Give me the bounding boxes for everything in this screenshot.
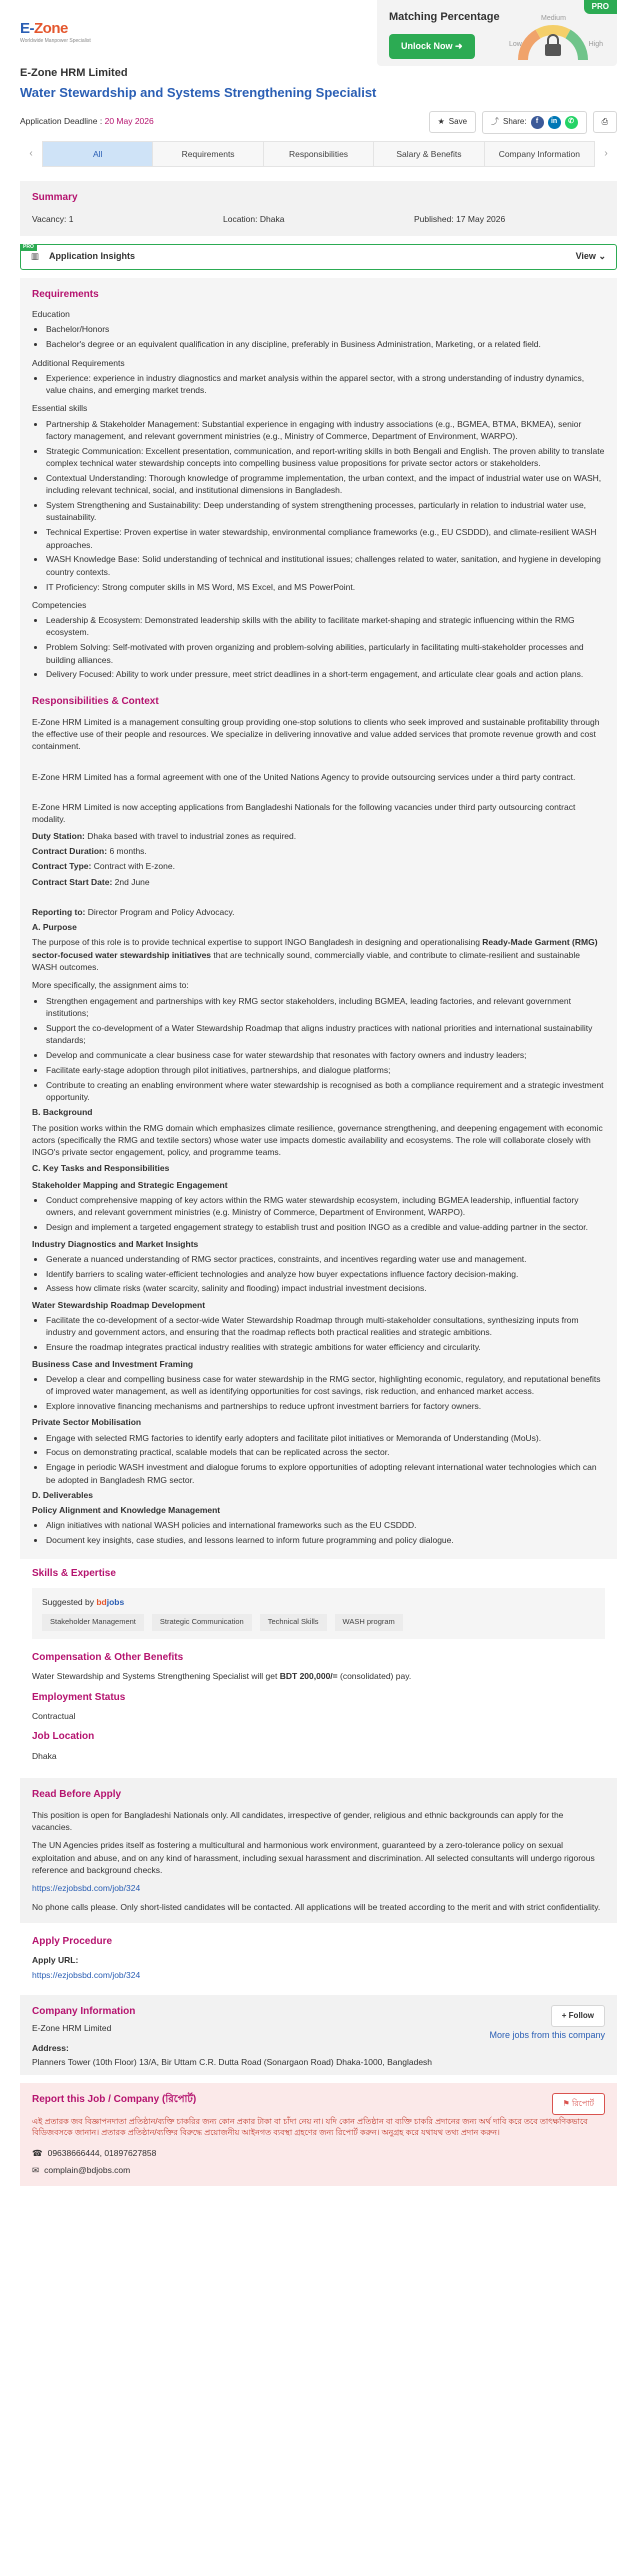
- chevron-left-icon[interactable]: ‹: [29, 147, 33, 159]
- deadline-label: Application Deadline :: [20, 115, 105, 126]
- report-title: Report this Job / Company (রিপোর্ট): [32, 2094, 197, 2106]
- list-item: • Engage in periodic WASH investment and dialogue forums to explore opportunities of adopting relevant international water technologies which can be adopted in Bangladesh RMG sector.: [46, 1461, 605, 1486]
- tab-responsibilities[interactable]: Responsibilities: [264, 141, 374, 167]
- list-item: • Contribute to creating an enabling environment where water stewardship is recognised as both a compliance requirement and a strategic investment opportunity.: [46, 1079, 605, 1104]
- company-info-title: Company Information: [32, 2006, 136, 2018]
- bdjobs-logo-jobs: jobs: [106, 1596, 125, 1607]
- location-label: Location:: [223, 214, 258, 225]
- task-list: [32, 1314, 605, 1353]
- insights-view[interactable]: [576, 250, 606, 263]
- deliverables-list: [32, 1519, 605, 1546]
- employment-title: Employment Status: [32, 1691, 126, 1703]
- phone-icon: ☎: [32, 2147, 43, 2158]
- reporting-to: [32, 906, 605, 918]
- save-label: Save: [448, 117, 468, 127]
- print-button[interactable]: [593, 111, 617, 133]
- follow-label: Follow: [568, 2011, 594, 2021]
- share-group: [482, 111, 587, 134]
- location: [223, 213, 414, 225]
- print-icon: ⎙: [601, 117, 608, 127]
- education-list: [32, 323, 605, 350]
- requirements-section: [20, 278, 617, 1560]
- unlock-now-button[interactable]: [389, 34, 475, 59]
- skills-title: Skills & Expertise: [32, 1568, 116, 1580]
- top-bar: [20, 0, 617, 66]
- compensation-amount: BDT 200,000/=: [279, 1671, 338, 1682]
- address-label: Address:: [32, 2042, 69, 2053]
- list-item: • Delivery Focused: Ability to work under pressure, meet strict deadlines in a short-term engagement, and articulate clear goals and action plans.: [46, 668, 605, 680]
- apply-link[interactable]: https://ezjobsbd.com/job/324: [32, 1883, 141, 1894]
- location-value: Dhaka: [32, 1750, 57, 1761]
- follow-button[interactable]: [551, 2005, 605, 2027]
- deliverables-heading: D. Deliverables: [32, 1489, 93, 1500]
- competencies-label: Competencies: [32, 599, 87, 610]
- gauge-low-label: Low: [509, 41, 522, 48]
- apply-procedure-section: [20, 1923, 617, 1981]
- plus-icon: +: [561, 2011, 569, 2021]
- purpose-text-2: that are technically sound, commercially viable, and contribute to climate-resilient and sustainable WASH outcomes.: [32, 949, 581, 973]
- employment-value: Contractual: [32, 1711, 76, 1722]
- summary-section: [20, 181, 617, 236]
- skill-tag[interactable]: Stakeholder Management: [42, 1614, 144, 1631]
- contract-type: [32, 860, 605, 872]
- unlock-label: Unlock Now: [401, 40, 453, 51]
- skill-tags: [42, 1614, 595, 1631]
- skill-tag[interactable]: Technical Skills: [260, 1614, 327, 1631]
- report-section: [20, 2083, 617, 2186]
- job-actions: [429, 111, 617, 134]
- paragraph: E-Zone HRM Limited is a management consulting group providing one-stop solutions to clients who seek improved and sustainable profitability through the effective use of their people and resources. We specialize in delivering innovative and value added services that promote revenue growth and cost containment.: [32, 716, 600, 752]
- duty-label: Duty Station:: [32, 830, 85, 841]
- company-logo: [20, 18, 91, 45]
- list-item: • Partnership & Stakeholder Management: Substantial experience in engaging with industry associations (e.g., BGMEA, BTMA, BKMEA), senior factory management, and relevant government ministries (e.g., Ministry of Commerce, Department of Environment, WARPO).: [46, 418, 605, 443]
- competencies-list: [32, 614, 605, 681]
- facebook-icon[interactable]: f: [531, 116, 544, 129]
- chevron-right-icon[interactable]: ›: [604, 147, 608, 159]
- duration-label: Contract Duration:: [32, 845, 108, 856]
- published: [414, 213, 605, 225]
- vacancy-value: 1: [68, 214, 74, 225]
- employment-section: [20, 1683, 617, 1723]
- compensation-title: Compensation & Other Benefits: [32, 1651, 184, 1663]
- task-list: [32, 1373, 605, 1412]
- published-label: Published:: [414, 214, 454, 225]
- flag-icon: ⚑: [562, 2099, 572, 2109]
- job-title: Water Stewardship and Systems Strengthening Specialist: [20, 84, 377, 100]
- report-text: এই প্রতারক জব বিজ্ঞাপনদাতা প্রতিষ্ঠান/ব্যক্তি চাকরির জন্য কোন প্রকার টাকা বা চাঁদা নেয় না। যদি কোন প্রতিষ্ঠান বা ব্যক্তি চাকরি প্রদানের জন্য অর্থ দাবি করে তবে তাৎক্ষণিকভাবে বিডিজবসকে জানান। প্রতারক প্রতিষ্ঠান/ব্যক্তির বিরুদ্ধে প্রয়োজনীয় আইনগত ব্যবস্থা গ্রহণের জন্য রিপোর্ট করুন। অনুগ্রহ করে যথাযথ তথ্য প্রদান করুন।: [32, 2116, 588, 2138]
- type-value: Contract with E-zone.: [91, 861, 175, 872]
- purpose-heading: A. Purpose: [32, 922, 77, 933]
- list-item: • Assess how climate risks (water scarcity, salinity and flooding) impact industrial investment decisions.: [46, 1282, 605, 1294]
- list-item: • Support the co-development of a Water Stewardship Roadmap that aligns industry practices with national priorities and international sustainability standards;: [46, 1022, 605, 1047]
- list-item: • Problem Solving: Self-motivated with proven organizing and problem-solving abilities, particularly in facilitating multi-stakeholder processes and building alliances.: [46, 641, 605, 666]
- location-section: [20, 1722, 617, 1762]
- additional-list: [32, 372, 605, 397]
- address-value: Planners Tower (10th Floor) 13/A, Bir Uttam C.R. Dutta Road (Sonargaon Road) Dhaka-1000, Bangladesh: [32, 2057, 433, 2068]
- list-item: • Engage with selected RMG factories to identify early adopters and facilitate pilot initiatives or Memoranda of Understanding (MoUs).: [46, 1432, 605, 1444]
- deadline-value: 20 May 2026: [104, 115, 154, 126]
- start-value: 2nd June: [112, 876, 150, 887]
- deliverables-label: Policy Alignment and Knowledge Management: [32, 1505, 221, 1516]
- read-before-title: Read Before Apply: [32, 1789, 122, 1801]
- list-item: • Leadership & Ecosystem: Demonstrated leadership skills with the ability to facilitate market-shaping and strategic influencing within the RMG ecosystem.: [46, 614, 605, 639]
- apply-url[interactable]: https://ezjobsbd.com/job/324: [32, 1969, 141, 1980]
- type-label: Contract Type:: [32, 861, 92, 872]
- chevron-down-icon: ⌄: [598, 251, 606, 262]
- list-item: • Ensure the roadmap integrates practical industry realities with strategic ambitions for water efficiency and circularity.: [46, 1341, 605, 1353]
- requirements-title: Requirements: [32, 288, 99, 300]
- logo-text: E-: [20, 20, 34, 37]
- duty-station: [32, 830, 605, 842]
- contract-start: [32, 876, 605, 888]
- list-item: • Develop a clear and compelling business case for water stewardship in the RMG sector, highlighting economic, regulatory, and reputational benefits of improved water management, as well as identifying opportunities for cost savings, risk reduction, and enhanced market access.: [46, 1373, 605, 1398]
- chart-icon: ▥: [31, 251, 40, 262]
- report-phone-value[interactable]: 09638666444, 01897627858: [47, 2147, 157, 2158]
- tab-all[interactable]: All: [42, 141, 153, 167]
- contract-duration: [32, 845, 605, 857]
- company-name: E-Zone HRM Limited: [20, 67, 128, 79]
- save-button[interactable]: [429, 111, 476, 133]
- deadline-row: [20, 107, 617, 137]
- purpose-text: [32, 936, 605, 973]
- suggested-label: Suggested by: [42, 1596, 94, 1607]
- reporting-value: Director Program and Policy Advocacy.: [85, 906, 235, 917]
- task-group-label: Business Case and Investment Framing: [32, 1358, 194, 1369]
- arrow-right-icon: ➜: [455, 40, 463, 51]
- report-phone: [32, 2147, 605, 2159]
- purpose-text-bold: Ready-Made Garment (RMG) sector-focused water stewardship initiatives: [32, 937, 598, 960]
- location-title: Job Location: [32, 1731, 95, 1743]
- list-item: • Generate a nuanced understanding of RMG sector practices, constraints, and incentives regarding water use and management.: [46, 1253, 605, 1265]
- list-item: • Technical Expertise: Proven expertise in water stewardship, environmental compliance frameworks (e.g., EU CSDDD), and climate-resilient WASH approaches.: [46, 526, 605, 551]
- task-list: [32, 1432, 605, 1486]
- list-item: • Strategic Communication: Excellent presentation, communication, and report-writing skills in both Bengali and English. The proven ability to translate complex technical water stewardship concepts into compelling business value propositions for private sector actors or stakeholders.: [46, 445, 605, 470]
- more-jobs-link[interactable]: More jobs from this company: [489, 2030, 605, 2041]
- published-value: 17 May 2026: [456, 214, 506, 225]
- list-item: • Strengthen engagement and partnerships with key RMG sector stakeholders, including BGMEA, leading factories, and relevant government institutions;: [46, 995, 605, 1020]
- compensation-text: [32, 1670, 605, 1682]
- paragraph: The UN Agencies prides itself as fostering a multicultural and harmonious work environment, guaranteed by a zero-tolerance policy on sexual exploitation and abuse, and on any kind of harassment, including sexual harassment and discrimination. All selected consultants will undergo rigorous reference and background checks.: [32, 1840, 595, 1875]
- logo-text-accent: Zone: [34, 20, 68, 37]
- list-item: • Bachelor's degree or an equivalent qualification in any discipline, preferably in Business Administration, Marketing, or a related field.: [46, 338, 605, 350]
- list-item: • Explore innovative financing mechanisms and partnerships to reduce upfront investment barriers for factory owners.: [46, 1400, 605, 1412]
- list-item: • Contextual Understanding: Thorough knowledge of programme implementation, the urban context, and the impact of industrial water use on WASH, including relevant technical, social, and institutional dimensions in Bangladesh.: [46, 472, 605, 497]
- start-label: Contract Start Date:: [32, 876, 113, 887]
- report-button-label: রিপোর্ট: [571, 2099, 594, 2109]
- pro-badge: PRO: [584, 0, 617, 14]
- apply-title: Apply Procedure: [32, 1935, 113, 1947]
- paragraph: E-Zone HRM Limited is now accepting applications from Bangladeshi Nationals for the following vacancies under third party outsourcing contract modality.: [32, 801, 576, 825]
- skills-box: [32, 1588, 605, 1639]
- share-label: Share:: [503, 117, 527, 127]
- whatsapp-icon[interactable]: ✆: [565, 116, 578, 129]
- apply-url-label: Apply URL:: [32, 1955, 79, 1966]
- paragraph: This position is open for Bangladeshi Nationals only. All candidates, irrespective of gender, religious and ethnic backgrounds can apply for the vacancies.: [32, 1809, 564, 1833]
- compensation-section: [20, 1639, 617, 1683]
- list-item: • Align initiatives with national WASH policies and international frameworks such as the EU CSDDD.: [46, 1519, 605, 1531]
- list-item: • Document key insights, case studies, and lessons learned to inform future programming and policy dialogue.: [46, 1534, 605, 1546]
- purpose-text-1: The purpose of this role is to provide technical expertise to support INGO Bangladesh in designing and operationalising: [32, 937, 483, 948]
- matching-title: Matching Percentage: [389, 11, 500, 23]
- skill-tag[interactable]: Strategic Communication: [152, 1614, 252, 1631]
- matching-percentage-card: [377, 0, 617, 66]
- list-item: • Identify barriers to scaling water-efficient technologies and analyze how buyer expectations influence factory decision-making.: [46, 1268, 605, 1280]
- tabs: [42, 141, 595, 167]
- paragraph: No phone calls please. Only short-listed candidates will be contacted. All applications will be treated according to the merit and with strict confidentiality.: [32, 1901, 601, 1912]
- application-deadline: [20, 115, 154, 127]
- tasks-heading: C. Key Tasks and Responsibilities: [32, 1163, 170, 1174]
- reporting-label: Reporting to:: [32, 906, 86, 917]
- vacancy: [32, 213, 223, 225]
- match-gauge: [503, 10, 603, 62]
- gauge-medium-label: Medium: [541, 15, 566, 22]
- list-item: • IT Proficiency: Strong computer skills in MS Word, MS Excel, and MS PowerPoint.: [46, 581, 605, 593]
- suggested-by: [42, 1596, 595, 1608]
- duty-value: Dhaka based with travel to industrial zones as required.: [84, 830, 297, 841]
- summary-title: Summary: [32, 191, 78, 203]
- star-icon: ★: [437, 117, 445, 127]
- logo-subtitle: Worldwide Manpower Specialist: [20, 37, 91, 44]
- insights-view-label: View: [575, 251, 596, 262]
- email-icon: ✉: [32, 2165, 40, 2176]
- list-item: • WASH Knowledge Base: Solid understanding of technical and institutional issues; challenges related to water, sanitation, and hygiene in developing country contexts.: [46, 553, 605, 578]
- paragraph: E-Zone HRM Limited has a formal agreement with one of the United Nations Agency to provide outsourcing services under a third party contract.: [32, 771, 576, 782]
- summary-row: [32, 213, 605, 225]
- skills-section: [20, 1559, 617, 1639]
- company-info-name: E-Zone HRM Limited: [32, 2022, 112, 2033]
- list-item: • Develop and communicate a clear business case for water stewardship that resonates with factory owners and industry leaders;: [46, 1049, 605, 1061]
- list-item: • Facilitate early-stage adoption through pilot initiatives, partnerships, and dialogue platforms;: [46, 1064, 605, 1076]
- list-item: • Experience: experience in industry diagnostics and market analysis within the apparel sector, with a strong understanding of industry dynamics, value chains, and emerging market trends.: [46, 372, 605, 397]
- insights-pro-badge: PRO: [20, 244, 37, 251]
- vacancy-label: Vacancy:: [32, 214, 67, 225]
- report-email-value[interactable]: complain@bdjobs.com: [44, 2165, 131, 2176]
- aims-intro: More specifically, the assignment aims to:: [32, 980, 189, 991]
- bdjobs-logo-bd: bd: [96, 1596, 107, 1607]
- report-email: [32, 2164, 605, 2176]
- list-item: • Focus on demonstrating practical, scalable models that can be replicated across the sector.: [46, 1446, 605, 1458]
- task-group-label: Industry Diagnostics and Market Insights: [32, 1238, 199, 1249]
- linkedin-icon[interactable]: in: [548, 116, 561, 129]
- report-button[interactable]: [552, 2093, 605, 2115]
- company-information-section: [20, 1995, 617, 2075]
- list-item: • System Strengthening and Sustainability: Deep understanding of system strengthening processes, particularly in relation to industrial water use, sustainability.: [46, 499, 605, 524]
- responsibilities-title: Responsibilities & Context: [32, 696, 159, 708]
- location-value: Dhaka: [259, 214, 285, 225]
- skills-label: Essential skills: [32, 403, 88, 414]
- list-item: • Bachelor/Honors: [46, 323, 605, 335]
- tab-company-information[interactable]: Company Information: [485, 141, 595, 167]
- skills-list: [32, 418, 605, 593]
- tab-requirements[interactable]: Requirements: [153, 141, 263, 167]
- insights-label: Application Insights: [49, 251, 136, 262]
- compensation-text-2: (consolidated) pay.: [337, 1671, 412, 1682]
- tab-salary-benefits[interactable]: Salary & Benefits: [374, 141, 484, 167]
- duration-value: 6 months.: [107, 845, 147, 856]
- education-label: Education: [32, 309, 70, 320]
- gauge-high-label: High: [588, 41, 603, 48]
- task-list: [32, 1194, 605, 1233]
- read-before-apply-section: [20, 1778, 617, 1923]
- bdjobs-logo: [96, 1597, 124, 1607]
- background-heading: B. Background: [32, 1107, 93, 1118]
- compensation-text-1: Water Stewardship and Systems Strengthening Specialist will get: [32, 1671, 280, 1682]
- application-insights-toggle[interactable]: [20, 244, 617, 270]
- share-icon: ⤴: [491, 117, 500, 127]
- task-group-label: Private Sector Mobilisation: [32, 1417, 142, 1428]
- background-text: The position works within the RMG domain which emphasizes climate resilience, governance strengthening, and deepening engagement with economic actors (specifically the RMG and textile sectors) whose water use impacts domestic availability and ecosystems. The role will collaborate closely with INGO's private sector engagement, policy, and programme teams.: [32, 1122, 603, 1158]
- task-list: [32, 1253, 605, 1295]
- list-item: • Design and implement a targeted engagement strategy to establish trust and position INGO as a credible and value-adding partner in the sector.: [46, 1221, 605, 1233]
- task-group-label: Stakeholder Mapping and Strategic Engagement: [32, 1179, 228, 1190]
- aims-list: [32, 995, 605, 1104]
- skill-tag[interactable]: WASH program: [335, 1614, 403, 1631]
- additional-label: Additional Requirements: [32, 357, 125, 368]
- tab-bar: [20, 141, 617, 167]
- list-item: • Facilitate the co-development of a sector-wide Water Stewardship Roadmap through multi-stakeholder consultations, synthesizing inputs from industry and government actors, and ensuring that the roadmap reflects both practical realities and strategic ambitions.: [46, 1314, 605, 1339]
- list-item: • Conduct comprehensive mapping of key actors within the RMG water stewardship ecosystem, including BGMEA leadership, influential factory owners, and relevant government ministries (e.g. Ministry of Commerce, Department of Environment, WARPO).: [46, 1194, 605, 1219]
- task-group-label: Water Stewardship Roadmap Development: [32, 1299, 206, 1310]
